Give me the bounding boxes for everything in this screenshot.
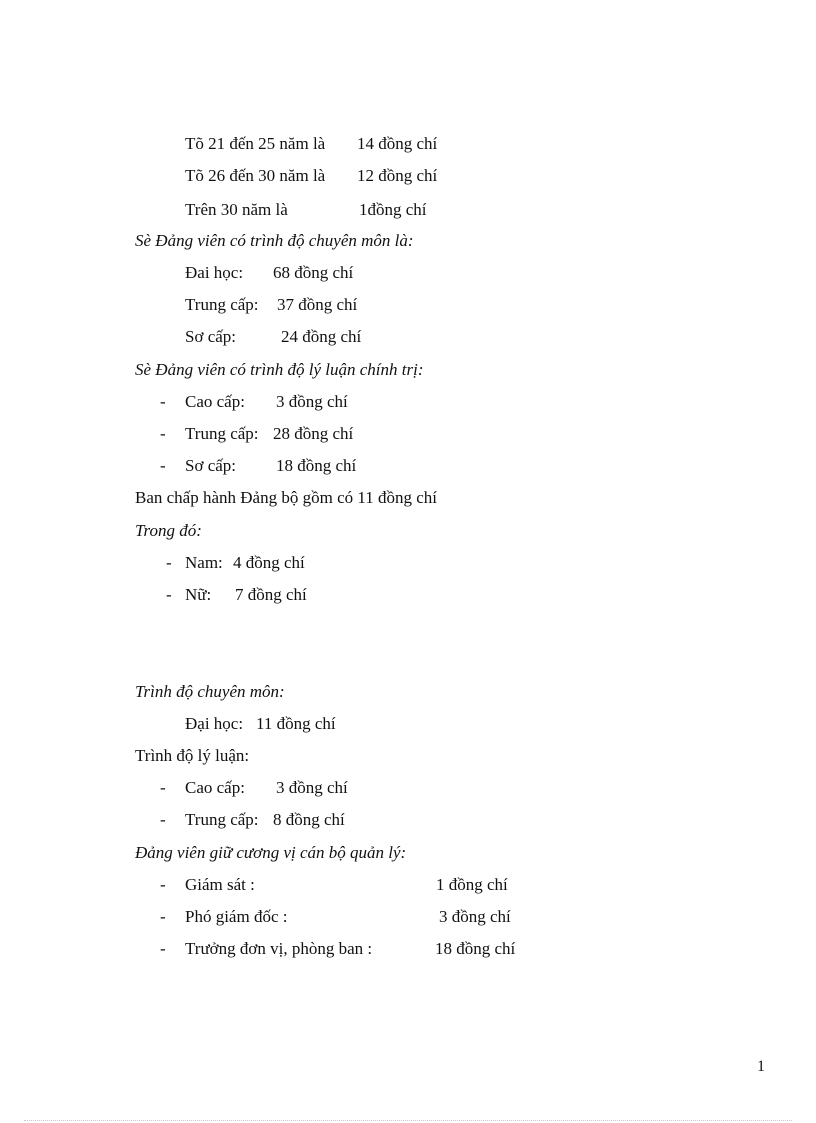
political-item-label: Trung cấp: — [185, 424, 259, 443]
committee-line: Ban chấp hành Đảng bộ gồm có 11 đồng chí — [135, 488, 437, 507]
political-item-value: 18 đồng chí — [276, 456, 357, 475]
political-item-label: Sơ cấp: — [185, 456, 237, 475]
management-item-label: Giám sát : — [185, 875, 255, 894]
in-which-heading: Trong đó: — [135, 521, 202, 540]
professional-item-label: Sơ cấp: — [185, 327, 237, 346]
professional-item-value: 24 đồng chí — [281, 327, 362, 346]
committee-theory-value: 3 đồng chí — [276, 778, 348, 797]
list-bullet: - — [166, 553, 172, 572]
committee-professional-value: 11 đồng chí — [256, 714, 336, 733]
gender-item-value: 4 đồng chí — [233, 553, 305, 572]
list-bullet: - — [160, 907, 166, 926]
political-item-value: 28 đồng chí — [273, 424, 354, 443]
gender-item-value: 7 đồng chí — [235, 585, 307, 604]
list-bullet: - — [160, 939, 166, 958]
political-item-label: Cao cấp: — [185, 392, 245, 411]
page-bottom-divider — [24, 1120, 792, 1121]
management-item-value: 3 đồng chí — [439, 907, 511, 926]
age-row-label: Tõ 26 đến 30 năm là — [185, 166, 326, 185]
committee-theory-heading: Trình độ lý luận: — [135, 746, 250, 765]
management-item-value: 1 đồng chí — [436, 875, 508, 894]
professional-item-label: Trung cấp: — [185, 295, 259, 314]
political-heading: Sè Đảng viên có trình độ lý luận chính trị: — [135, 360, 424, 379]
age-row-value: 1đồng chí — [359, 200, 427, 219]
age-row-value: 14 đồng chí — [357, 134, 438, 153]
list-bullet: - — [160, 875, 166, 894]
list-bullet: - — [166, 585, 172, 604]
management-item-value: 18 đồng chí — [435, 939, 516, 958]
list-bullet: - — [160, 778, 166, 797]
age-row-label: Tõ 21 đến 25 năm là — [185, 134, 326, 153]
political-item-value: 3 đồng chí — [276, 392, 348, 411]
committee-professional-heading: Trình độ chuyên môn: — [135, 682, 285, 701]
gender-item-label: Nữ: — [185, 585, 212, 604]
professional-item-value: 37 đồng chí — [277, 295, 358, 314]
committee-theory-label: Cao cấp: — [185, 778, 245, 797]
list-bullet: - — [160, 392, 166, 411]
list-bullet: - — [160, 456, 166, 475]
professional-item-value: 68 đồng chí — [273, 263, 354, 282]
gender-item-label: Nam: — [185, 553, 223, 572]
management-item-label: Trưởng đơn vị, phòng ban : — [185, 939, 373, 958]
list-bullet: - — [160, 424, 166, 443]
professional-heading: Sè Đảng viên có trình độ chuyên môn là: — [135, 231, 414, 250]
committee-professional-label: Đại học: — [185, 714, 244, 733]
list-bullet: - — [160, 810, 166, 829]
committee-theory-label: Trung cấp: — [185, 810, 259, 829]
age-row-label: Trên 30 năm là — [185, 200, 288, 219]
age-row-value: 12 đồng chí — [357, 166, 438, 185]
management-heading: Đảng viên giữ cương vị cán bộ quản lý: — [135, 843, 407, 862]
management-item-label: Phó giám đốc : — [185, 907, 288, 926]
committee-theory-value: 8 đồng chí — [273, 810, 345, 829]
page-number: 1 — [757, 1058, 765, 1075]
professional-item-label: Đai học: — [185, 263, 244, 282]
